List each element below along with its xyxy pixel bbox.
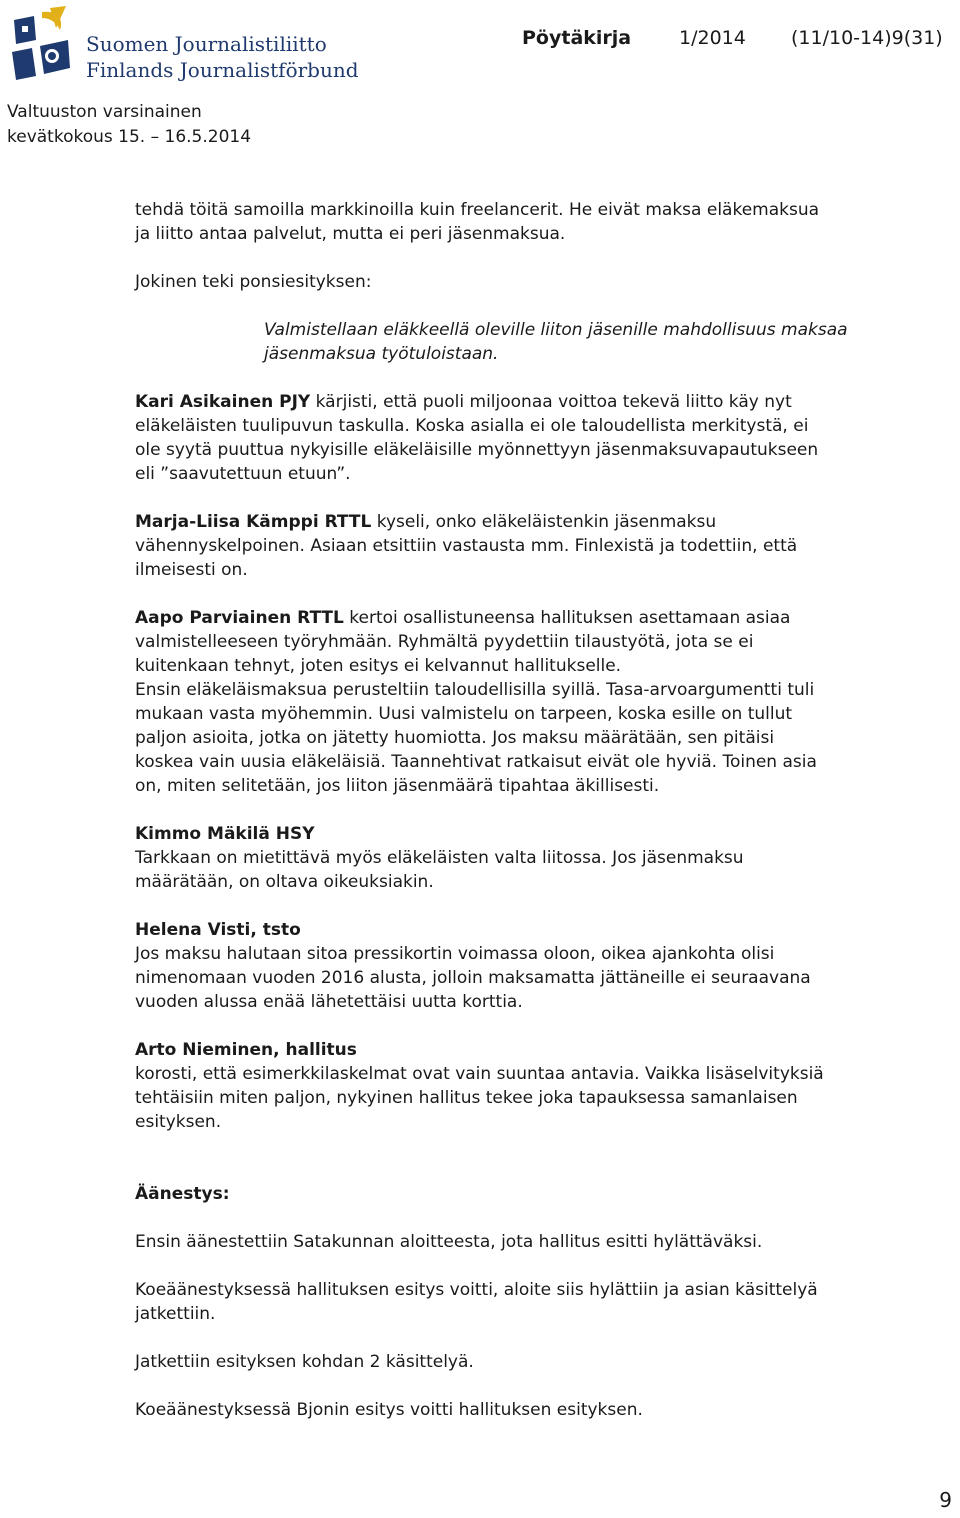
document-number: 1/2014 [679,27,746,49]
body-line: esityksen. [135,1112,222,1132]
speaker-name: Kari Asikainen PJY [135,392,311,412]
speaker-name: Marja-Liisa Kämppi RTTL [135,512,372,532]
org-name-swedish: Finlands Journalistförbund [86,58,359,82]
proposal-line: Valmistellaan eläkkeellä oleville liiton jäsenille mahdollisuus maksaa [264,320,848,340]
body-line: tehdä töitä samoilla markkinoilla kuin freelancerit. He eivät maksa eläkemaksua [135,200,820,220]
body-line: koskea vain uusia eläkeläisiä. Taannehtivat ratkaisut eivät ole hyviä. Toinen asia [135,752,817,772]
body-line: paljon asioita, jotka on jätetty huomiotta. Jos maksu määrätään, sen pitäisi [135,728,775,748]
body-line: ole syytä puuttua nykyisille eläkeläisille myönnettyyn jäsenmaksuvapautukseen [135,440,819,460]
body-line: korosti, että esimerkkilaskelmat ovat vain suuntaa antavia. Vaikka lisäselvityksiä [135,1064,824,1084]
meeting-name: Valtuuston varsinainen [7,102,202,122]
speaker-name: Helena Visti, tsto [135,920,301,940]
body-line: valmistelleeseen työryhmään. Ryhmältä pyydettiin tilaustyötä, jota se ei [135,632,754,652]
speaker-paragraph: Kari Asikainen PJY kärjisti, että puoli miljoonaa voittoa tekevä liitto käy nyt [135,392,792,412]
body-line: Jokinen teki ponsiesityksen: [135,272,372,292]
body-line: määrätään, on oltava oikeuksiakin. [135,872,434,892]
body-line: ja liitto antaa palvelut, mutta ei peri jäsenmaksua. [135,224,566,244]
speaker-heading [135,822,945,846]
union-logo-icon [6,6,78,86]
speaker-paragraph: Aapo Parviainen RTTL kertoi osallistuneensa hallituksen asettamaan asiaa [135,608,791,628]
body-line: tehtäisiin miten paljon, nykyinen hallitus tekee joka tapauksessa samanlaisen [135,1088,798,1108]
vote-line: Koeäänestyksessä hallituksen esitys voitti, aloite siis hylättiin ja asian käsittelyä [135,1280,818,1300]
vote-line: Koeäänestyksessä Bjonin esitys voitti hallituksen esityksen. [135,1400,643,1420]
body-line: Jos maksu halutaan sitoa pressikortin voimassa oloon, oikea ajankohta olisi [135,944,775,964]
document-type: Pöytäkirja [522,27,632,49]
vote-line: Jatkettiin esityksen kohdan 2 käsittelyä. [135,1352,474,1372]
minutes-body [135,198,945,1422]
body-line: eläkeläisten tuulipuvun taskulla. Koska asialla ei ole taloudellista merkitystä, ei [135,416,809,436]
body-line: nimenomaan vuoden 2016 alusta, jolloin maksamatta jättäneille ei seuraavana [135,968,811,988]
document-reference: (11/10-14)9(31) [791,27,943,49]
meeting-date: kevätkokous 15. – 16.5.2014 [7,127,252,147]
body-line: on, miten selitetään, jos liiton jäsenmäärä tipahtaa äkillisesti. [135,776,660,796]
speaker-paragraph: Marja-Liisa Kämppi RTTL kyseli, onko eläkeläistenkin jäsenmaksu [135,512,717,532]
speaker-heading [135,1038,945,1062]
body-line: kuitenkaan tehnyt, joten esitys ei kelvannut hallitukselle. [135,656,622,676]
page-number: 9 [939,1488,952,1512]
body-line: eli ”saavutettuun etuun”. [135,464,351,484]
body-line: vuoden alussa enää lähetettäisi uutta korttia. [135,992,523,1012]
vote-line: jatkettiin. [135,1304,216,1324]
speaker-name: Arto Nieminen, hallitus [135,1040,357,1060]
speaker-name: Aapo Parviainen RTTL [135,608,344,628]
speaker-heading [135,918,945,942]
org-name-finnish: Suomen Journalistiliitto [86,32,327,56]
speaker-name: Kimmo Mäkilä HSY [135,824,315,844]
body-line: Ensin eläkeläismaksua perusteltiin taloudellisilla syillä. Tasa-arvoargumentti tuli [135,680,815,700]
proposal-line: jäsenmaksua työtuloistaan. [264,344,499,364]
body-line: vähennyskelpoinen. Asiaan etsittiin vastausta mm. Finlexistä ja todettiin, että [135,536,798,556]
vote-heading: Äänestys: [135,1184,230,1204]
vote-line: Ensin äänestettiin Satakunnan aloitteesta, jota hallitus esitti hylättäväksi. [135,1232,763,1252]
body-line: Tarkkaan on mietittävä myös eläkeläisten valta liitossa. Jos jäsenmaksu [135,848,744,868]
body-line: mukaan vasta myöhemmin. Uusi valmistelu on tarpeen, koska esille on tullut [135,704,793,724]
body-line: ilmeisesti on. [135,560,248,580]
